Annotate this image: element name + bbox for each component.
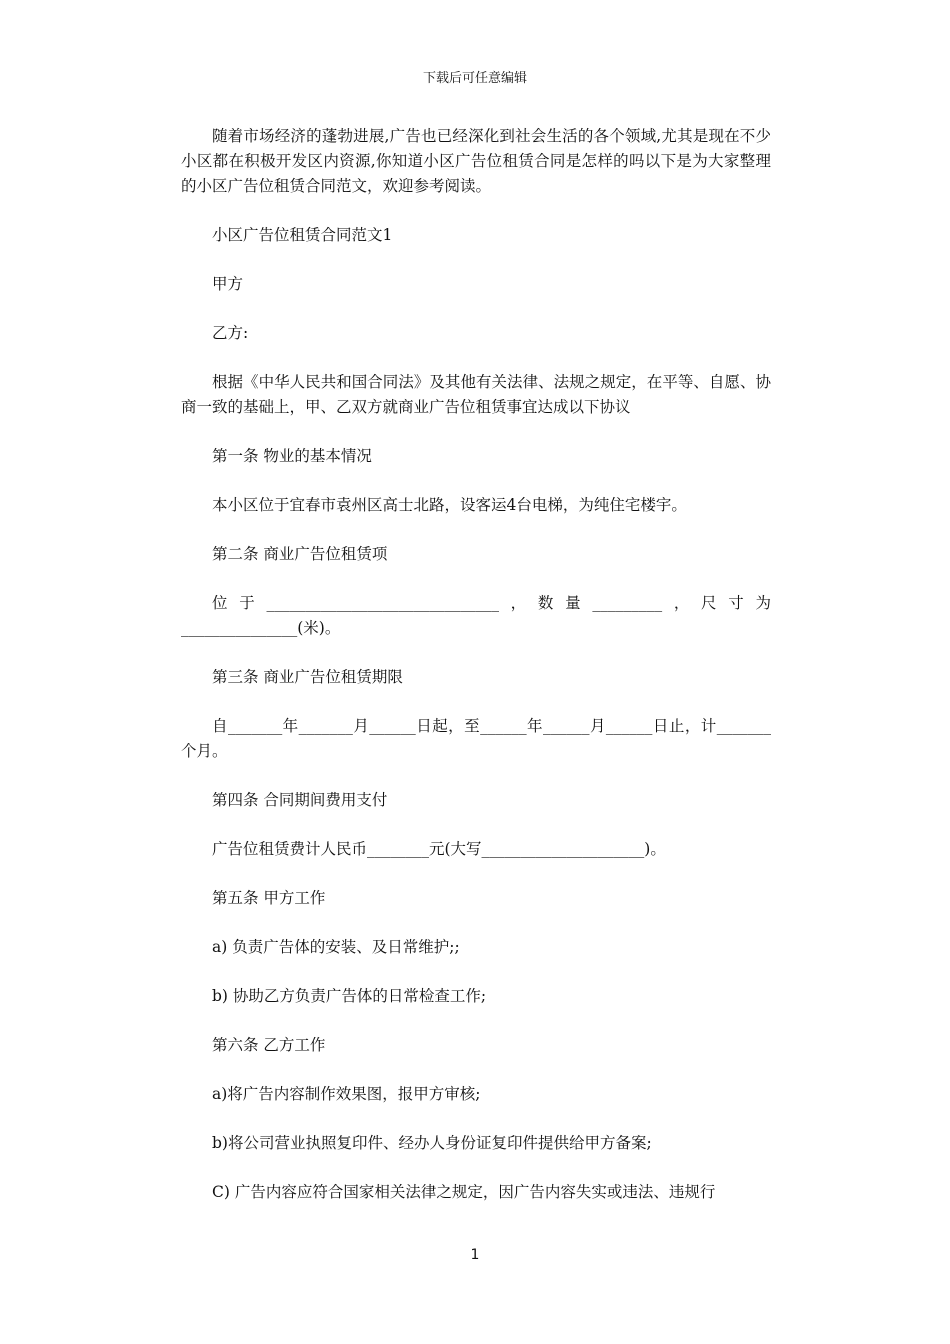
- page-number: 1: [470, 1247, 480, 1263]
- article-3-text: 自_______年_______月______日起，至______年______月______日止，计_______个月。: [181, 717, 771, 760]
- article-4-heading: 第四条 合同期间费用支付: [212, 791, 388, 809]
- article-6-item-c: C) 广告内容应符合国家相关法律之规定，因广告内容失实或违法、违规行: [212, 1183, 716, 1201]
- article-3-heading: 第三条 商业广告位租赁期限: [212, 668, 403, 686]
- article-1-text: 本小区位于宜春市袁州区高士北路，设客运4台电梯，为纯住宅楼宇。: [212, 496, 687, 514]
- article-6-heading: 第六条 乙方工作: [212, 1036, 326, 1054]
- article-2-heading: 第二条 商业广告位租赁项: [212, 545, 388, 563]
- article-5-heading: 第五条 甲方工作: [212, 889, 326, 907]
- article-1-heading: 第一条 物业的基本情况: [212, 447, 372, 465]
- article-5-item-b: b) 协助乙方负责广告体的日常检查工作;: [212, 987, 487, 1005]
- party-b-label: 乙方:: [212, 324, 249, 342]
- contract-title: 小区广告位租赁合同范文1: [212, 226, 393, 244]
- article-2-text: 位于______________________________，数量_________，尺寸为_______________(米)。: [181, 594, 771, 637]
- article-6-item-b: b)将公司营业执照复印件、经办人身份证复印件提供给甲方备案;: [212, 1134, 652, 1152]
- intro-paragraph: 随着市场经济的蓬勃进展,广告也已经深化到社会生活的各个领域,尤其是现在不少小区都在积极开发区内资源,你知道小区广告位租赁合同是怎样的吗以下是为大家整理的小区广告位租赁合同范文，欢迎参考阅读。: [181, 127, 771, 195]
- article-5-item-a: a) 负责广告体的安装、及日常维护;;: [212, 938, 460, 956]
- page-header: 下载后可任意编辑: [422, 71, 527, 86]
- document-body: [181, 124, 771, 1229]
- preamble-paragraph: 根据《中华人民共和国合同法》及其他有关法律、法规之规定，在平等、自愿、协商一致的基础上，甲、乙双方就商业广告位租赁事宜达成以下协议: [181, 373, 771, 416]
- party-a-label: 甲方: [212, 275, 244, 293]
- article-4-text: 广告位租赁费计人民币________元(大写_____________________)。: [212, 840, 666, 858]
- article-6-item-a: a)将广告内容制作效果图，报甲方审核;: [212, 1085, 481, 1103]
